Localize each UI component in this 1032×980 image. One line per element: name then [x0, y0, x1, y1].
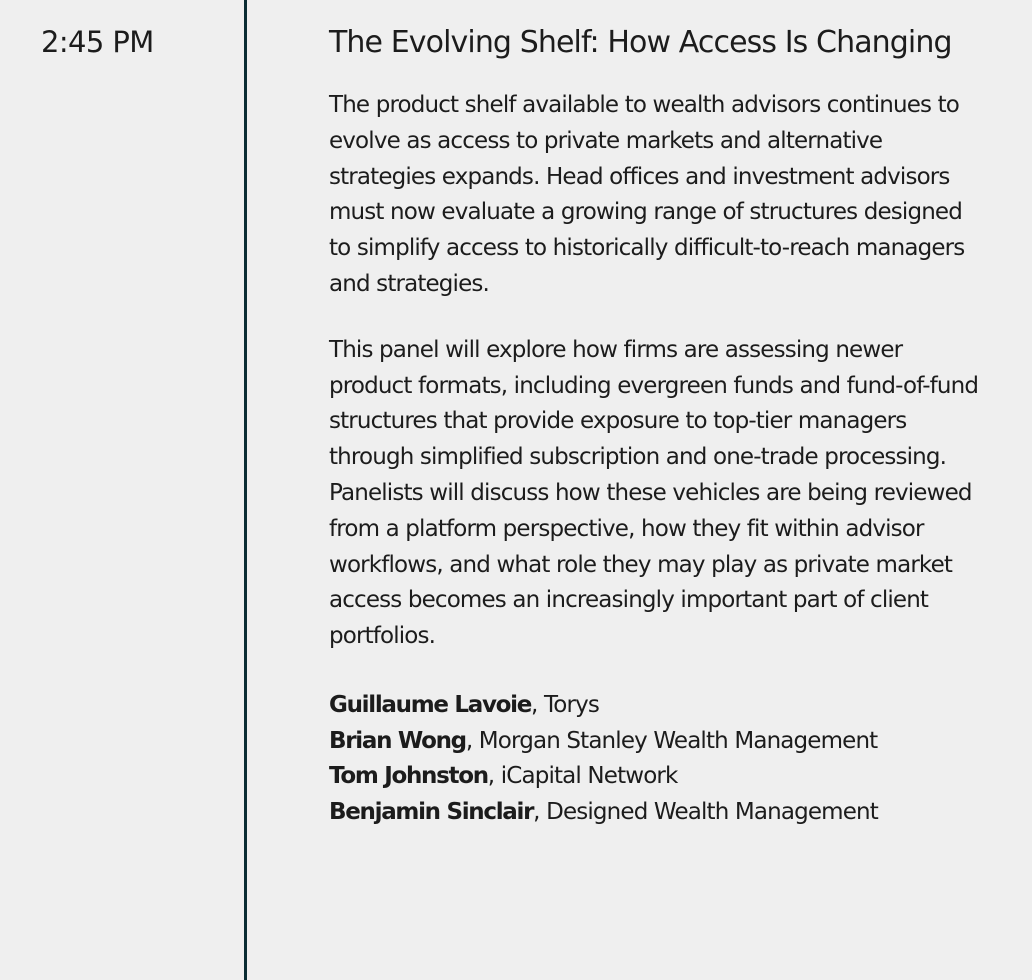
- speaker-name: Tom Johnston: [329, 763, 488, 790]
- speaker-item: [329, 795, 989, 831]
- speaker-separator: ,: [533, 799, 547, 826]
- speaker-organization: iCapital Network: [500, 763, 678, 790]
- session-description-paragraph-1: The product shelf available to wealth advisors continues to evolve as access to private markets and alternative strategies expands. Head offices and investment advisors must now evaluate a growing range of structures designed to simplify access to historically difficult-to-reach managers and strategies.: [329, 92, 965, 297]
- speaker-separator: ,: [531, 691, 544, 718]
- speaker-organization: Designed Wealth Management: [546, 799, 878, 826]
- speaker-name: Brian Wong: [329, 727, 466, 754]
- session-title: The Evolving Shelf: How Access Is Changing: [329, 25, 952, 60]
- session-description-paragraph-2: This panel will explore how firms are assessing newer product formats, including evergreen funds and fund-of-fund structures that provide exposure to top-tier managers through simplified subscription and one-trade processing. Panelists will discuss how these vehicles are being reviewed from a platform perspective, how they fit within advisor workflows, and what role they may play as private market access becomes an increasingly important part of client portfolios.: [329, 336, 979, 650]
- speaker-list: [329, 688, 989, 831]
- speaker-name: Benjamin Sinclair: [329, 799, 534, 826]
- speaker-item: [329, 759, 989, 795]
- speaker-organization: Torys: [543, 691, 599, 718]
- timeline-divider: [244, 0, 247, 980]
- speaker-separator: ,: [487, 763, 501, 790]
- session-content: [329, 22, 989, 831]
- speaker-name: Guillaume Lavoie: [329, 691, 532, 718]
- speaker-item: [329, 724, 989, 760]
- speaker-item: [329, 688, 989, 724]
- session-time: 2:45 PM: [41, 25, 154, 59]
- speaker-separator: ,: [465, 727, 479, 754]
- speaker-organization: Morgan Stanley Wealth Management: [478, 727, 878, 754]
